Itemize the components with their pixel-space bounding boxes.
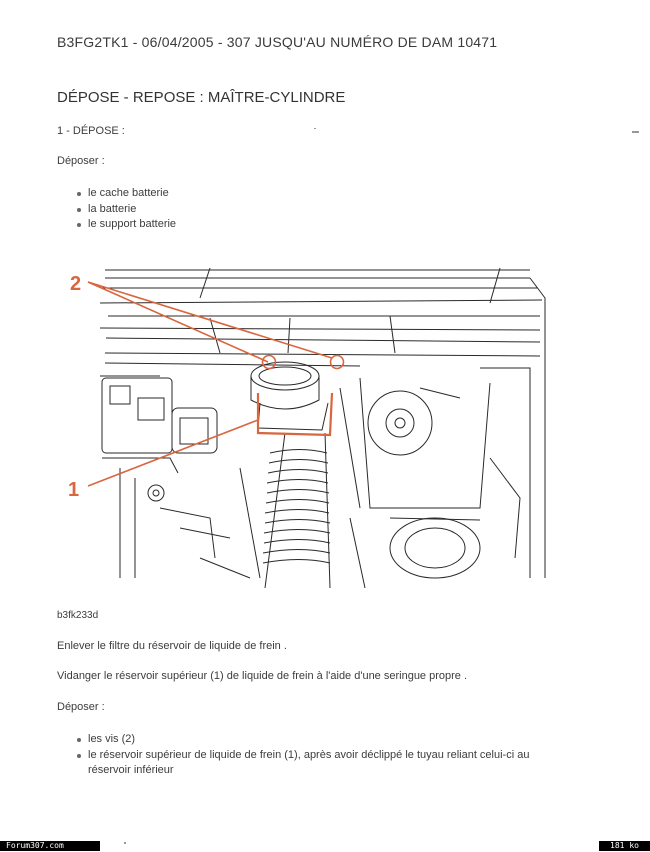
screw-marker-right [331,356,344,369]
list-item: les vis (2) [74,732,529,748]
remove-intro-2: Déposer : [57,701,105,713]
remove-list-1 [74,186,176,233]
figure-caption: b3fk233d [57,610,99,621]
footer-site-label: Forum307.com [0,841,100,851]
scan-speck [632,131,639,133]
step-heading: 1 - DÉPOSE : [57,125,125,137]
list-item: le cache batterie [74,186,176,202]
list-item: le support batterie [74,217,176,233]
callout-1-label: 1 [68,479,80,501]
screw-marker-left [263,356,276,369]
document-header: B3FG2TK1 - 06/04/2005 - 307 JUSQU'AU NUMÉRO DE DAM 10471 [57,34,498,50]
instruction-line-2: Vidanger le réservoir supérieur (1) de liquide de frein à l'aide d'une seringue propre . [57,670,468,682]
remove-intro: Déposer : [57,155,105,167]
footer-file-size: 181 ko [599,841,650,851]
list-item: la batterie [74,202,176,218]
scan-speck [314,128,316,129]
engine-bay-figure [60,258,550,588]
list-item-continuation [74,763,529,779]
callout-2-label: 2 [70,273,82,295]
remove-list-2 [74,732,529,779]
scan-speck [124,842,126,844]
section-title: DÉPOSE - REPOSE : MAÎTRE-CYLINDRE [57,89,346,106]
figure-line-art [100,268,545,588]
instruction-line-1: Enlever le filtre du réservoir de liquide de frein . [57,640,287,652]
list-item: le réservoir supérieur de liquide de frein (1), après avoir déclippé le tuyau reliant celui-ci au [74,748,529,764]
continuation-text: réservoir inférieur [88,764,174,776]
callout-lines [88,282,344,486]
